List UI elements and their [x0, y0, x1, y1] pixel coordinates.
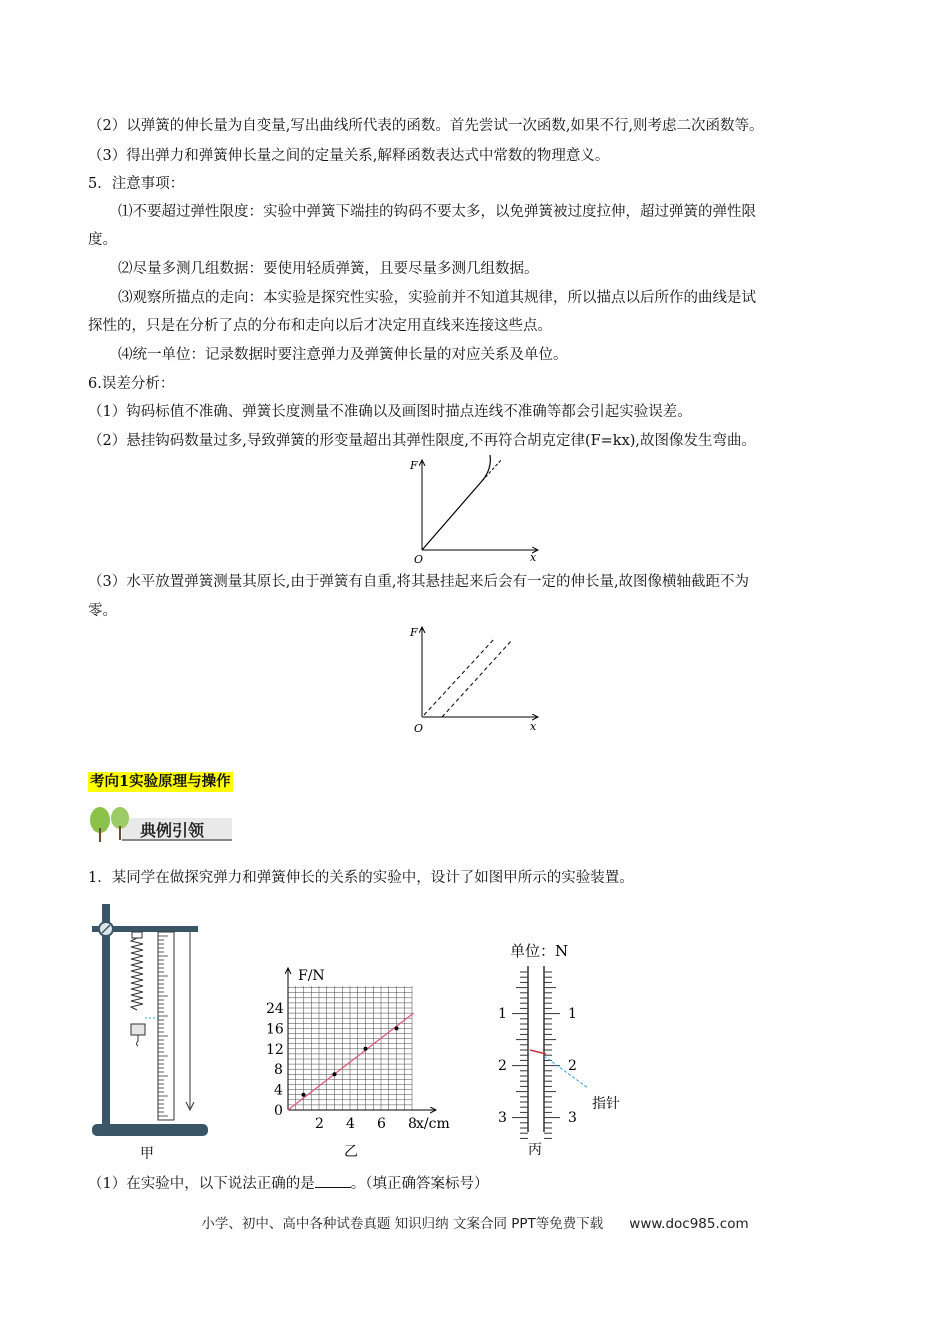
figure-scale	[488, 932, 648, 1164]
footer	[0, 1212, 950, 1232]
chart-y-tick: 0	[274, 1103, 283, 1119]
chart-point	[364, 1047, 368, 1051]
fig2-y-label: F	[410, 626, 418, 639]
chart-y-tick: 16	[266, 1021, 284, 1038]
note-4: ⑷统一单位：记录数据时要注意弹力及弹簧伸长量的对应关系及单位。	[118, 347, 568, 363]
label-jia: 甲	[140, 1146, 154, 1162]
chart-y-tick: 12	[266, 1041, 284, 1058]
figure-dashed	[400, 622, 550, 734]
figure-apparatus	[88, 896, 218, 1164]
error-3b: 零。	[88, 603, 117, 619]
chart-x-tick: 8	[408, 1116, 417, 1132]
scale-tick-left-3: 3	[498, 1110, 507, 1126]
scale-unit: 单位：N	[510, 942, 569, 960]
fig1-x-label: x	[530, 551, 537, 564]
footer-text: 小学、初中、高中各种试卷真题 知识归纳 文案合同 PPT等免费下载	[201, 1216, 604, 1232]
banner-label: 典例引领	[140, 821, 205, 840]
scale-tick-right-1: 1	[568, 1006, 577, 1022]
scale-tick-left-2: 2	[498, 1058, 507, 1074]
chart-x-tick: 2	[315, 1116, 324, 1132]
note-1b: 度。	[88, 232, 117, 248]
figure-curve	[400, 455, 550, 565]
scale-tick-left-1: 1	[498, 1006, 507, 1022]
fig1-y-label: F	[410, 459, 418, 472]
chart-y-tick: 24	[266, 1001, 284, 1017]
chart-x-tick: 6	[377, 1116, 386, 1132]
sub-question-text: （1）在实验中，以下说法正确的是	[88, 1176, 315, 1192]
heading-6: 6.误差分析：	[88, 376, 175, 392]
error-3a: （3）水平放置弹簧测量其原长,由于弹簧有自重,将其悬挂起来后会有一定的伸长量,故图像横轴截距不为	[88, 574, 750, 590]
scale-pointer-label: 指针	[592, 1096, 620, 1112]
note-3b: 探性的，只是在分析了点的分布和走向以后才决定用直线来连接这些点。	[88, 318, 552, 334]
line-3: （3）得出弹力和弹簧伸长量之间的定量关系,解释函数表达式中常数的物理意义。	[88, 148, 610, 164]
chart-y-label: F/N	[298, 968, 325, 984]
footer-url[interactable]: www.doc985.com	[629, 1216, 749, 1232]
line-2: （2）以弹簧的伸长量为自变量,写出曲线所代表的函数。首先尝试一次函数,如果不行,则考虑二次函数等。	[88, 118, 764, 134]
note-1a: ⑴不要超过弹性限度：实验中弹簧下端挂的钩码不要太多，以免弹簧被过度拉伸，超过弹簧的弹性限	[118, 204, 756, 220]
note-3a: ⑶观察所描点的走向：本实验是探究性实验，实验前并不知道其规律，所以描点以后所作的曲线是试	[118, 290, 756, 306]
chart-point	[302, 1093, 306, 1097]
section-title: 考向1实验原理与操作	[90, 773, 231, 790]
error-2: （2）悬挂钩码数量过多,导致弹簧的形变量超出其弹性限度,不再符合胡克定律(F=kx),故图像发生弯曲。	[88, 433, 757, 449]
scale-tick-right-3: 3	[568, 1110, 577, 1126]
chart-y-tick: 4	[274, 1082, 283, 1099]
answer-blank[interactable]	[315, 1173, 351, 1188]
heading-5: 5．注意事项：	[88, 176, 185, 192]
sub-question-hint: 。（填正确答案标号）	[350, 1176, 489, 1192]
chart-point	[395, 1026, 399, 1030]
chart-y-tick: 8	[274, 1062, 283, 1079]
chart-point	[333, 1072, 337, 1076]
error-1: （1）钩码标值不准确、弹簧长度测量不准确以及画图时描点连线不准确等都会引起实验误差。	[88, 404, 692, 420]
note-2: ⑵尽量多测几组数据：要使用轻质弹簧，且要尽量多测几组数据。	[118, 261, 539, 277]
chart-fx	[268, 962, 468, 1162]
sub-question-1	[88, 1173, 878, 1194]
fig2-origin: O	[414, 722, 424, 735]
fig2-x-label: x	[530, 720, 537, 733]
fig1-origin: O	[414, 553, 424, 566]
label-yi: 乙	[344, 1144, 358, 1160]
question-1: 1．某同学在做探究弹力和弹簧伸长的关系的实验中，设计了如图甲所示的实验装置。	[88, 870, 634, 886]
label-bing: 丙	[528, 1142, 542, 1158]
chart-x-tick: 4	[346, 1116, 355, 1132]
chart-x-label: x/cm	[416, 1116, 450, 1132]
scale-tick-right-2: 2	[568, 1058, 577, 1074]
